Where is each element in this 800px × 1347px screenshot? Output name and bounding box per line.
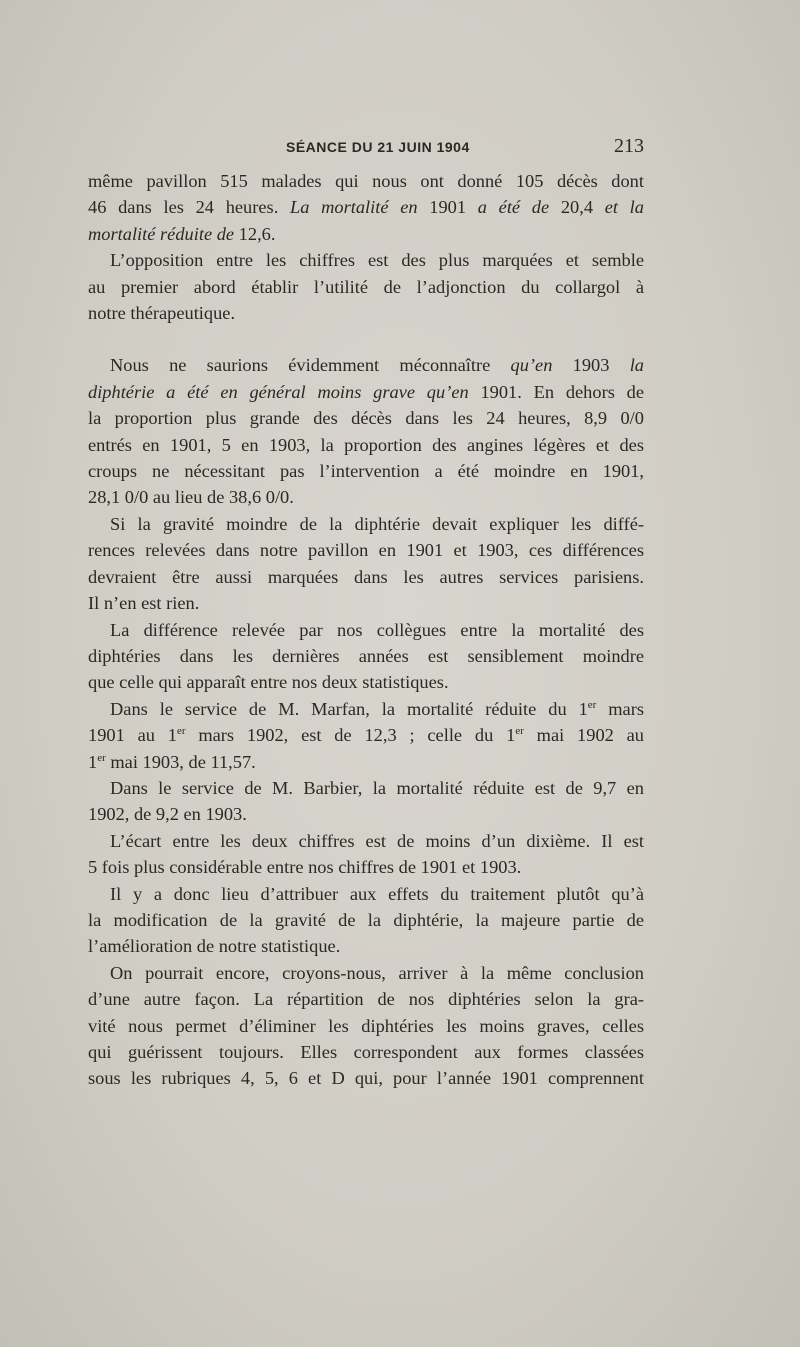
text-run: 1 xyxy=(88,751,98,772)
text-run: La différence relevée par nos collègues entre la mortalité des xyxy=(110,619,644,640)
text-run: d’une autre façon. La répartition de nos diphtéries selon la gra- xyxy=(88,989,644,1010)
superscript: er xyxy=(515,725,524,737)
text-run: que celle qui apparaît entre nos deux statistiques. xyxy=(88,672,449,693)
text-run: 12,6. xyxy=(234,223,276,244)
text-line xyxy=(88,986,644,1012)
italic-text: et la xyxy=(604,197,644,218)
text-line xyxy=(88,221,644,247)
text-line xyxy=(88,775,644,801)
text-run: Dans le service de M. Barbier, la mortalité réduite est de 9,7 en xyxy=(110,777,644,798)
text-run: 1901 au 1 xyxy=(88,725,177,746)
text-run: Dans le service de M. Marfan, la mortalité réduite du 1 xyxy=(110,698,588,719)
text-run: Il n’en est rien. xyxy=(88,593,200,614)
text-line xyxy=(88,617,644,643)
text-line xyxy=(88,801,644,827)
text-run: vité nous permet d’éliminer les diphtéries les moins graves, celles xyxy=(88,1015,644,1036)
text-run: L’opposition entre les chiffres est des plus marquées et semble xyxy=(110,250,644,271)
text-line xyxy=(88,696,644,722)
running-title: SÉANCE DU 21 JUIN 1904 xyxy=(286,139,470,155)
superscript: er xyxy=(176,725,186,737)
text-line xyxy=(88,511,644,537)
italic-text: diphtérie a été en général moins grave qu’en xyxy=(88,381,469,402)
italic-text: La mortalité en xyxy=(289,197,418,218)
text-run: notre thérapeutique. xyxy=(88,303,236,324)
text-line xyxy=(88,828,644,854)
text-line xyxy=(88,168,644,194)
text-line xyxy=(88,274,644,300)
paragraph-gap xyxy=(88,326,644,352)
text-run: l’amélioration de notre statistique. xyxy=(88,936,341,957)
text-run: Il y a donc lieu d’attribuer aux effets du traitement plutôt qu’à xyxy=(110,883,644,904)
text-line xyxy=(88,379,644,405)
text-run: On pourrait encore, croyons-nous, arriver à la même conclusion xyxy=(110,962,644,983)
text-line xyxy=(88,1039,644,1065)
text-line xyxy=(88,749,644,775)
italic-text: la xyxy=(629,355,644,376)
text-line xyxy=(88,352,644,378)
text-run: 5 fois plus considérable entre nos chiffres de 1901 et 1903. xyxy=(88,857,522,878)
text-line xyxy=(88,300,644,326)
text-line xyxy=(88,590,644,616)
text-run: 46 dans les 24 heures. xyxy=(88,197,290,218)
text-run: 1902, de 9,2 en 1903. xyxy=(88,804,247,825)
text-run: mars 1902, est de 12,3 ; celle du 1 xyxy=(185,725,516,746)
text-line xyxy=(88,405,644,431)
text-run: Nous ne saurions évidemment méconnaître xyxy=(110,355,511,376)
text-run: mai 1902 au xyxy=(523,725,645,746)
italic-text: qu’en xyxy=(510,355,553,376)
text-run: au premier abord établir l’utilité de l’adjonction du collargol à xyxy=(88,276,644,297)
text-line xyxy=(88,537,644,563)
text-line xyxy=(88,1013,644,1039)
text-run: croups ne nécessitant pas l’intervention a été moindre en 1901, xyxy=(88,461,644,482)
text-run: la proportion plus grande des décès dans les 24 heures, 8,9 0/0 xyxy=(88,408,644,429)
text-run: la modification de la gravité de la diphtérie, la majeure partie de xyxy=(88,909,644,930)
text-run: 20,4 xyxy=(549,197,605,218)
text-run: entrés en 1901, 5 en 1903, la proportion des angines légères et des xyxy=(88,434,644,455)
text-run: 1901 xyxy=(417,197,478,218)
italic-text: mortalité réduite de xyxy=(88,223,235,244)
text-line xyxy=(88,484,644,510)
page-header xyxy=(88,135,644,161)
italic-text: a été de xyxy=(477,197,550,218)
text-run: devraient être aussi marquées dans les autres services parisiens. xyxy=(88,566,644,587)
text-line xyxy=(88,1065,644,1091)
text-line xyxy=(88,881,644,907)
text-run: qui guérissent toujours. Elles correspondent aux formes classées xyxy=(88,1042,644,1062)
text-line xyxy=(88,458,644,484)
text-line xyxy=(88,854,644,880)
superscript: er xyxy=(97,751,106,764)
text-run: Si la gravité moindre de la diphtérie devait expliquer les diffé- xyxy=(110,513,644,534)
text-line xyxy=(88,933,644,959)
text-line xyxy=(88,194,644,220)
text-run: 1901. En dehors de xyxy=(468,381,644,402)
text-run: 1903 xyxy=(552,355,630,376)
page-number: 213 xyxy=(614,135,644,157)
text-line xyxy=(88,907,644,933)
body-text xyxy=(88,168,644,1092)
text-line xyxy=(88,564,644,590)
text-run: même pavillon 515 malades qui nous ont donné 105 décès dont xyxy=(88,171,644,191)
text-line xyxy=(88,247,644,273)
text-run: L’écart entre les deux chiffres est de moins d’un dixième. Il est xyxy=(110,830,644,851)
text-run: diphtéries dans les dernières années est sensiblement moindre xyxy=(88,645,644,666)
text-line xyxy=(88,722,644,748)
text-run: rences relevées dans notre pavillon en 1901 et 1903, ces différences xyxy=(88,540,644,561)
superscript: er xyxy=(587,698,597,711)
text-run: mars xyxy=(596,698,644,719)
text-run: mai 1903, de 11,57. xyxy=(105,751,256,772)
text-line xyxy=(88,669,644,695)
text-run: sous les rubriques 4, 5, 6 et D qui, pour l’année 1901 comprennent xyxy=(88,1068,644,1089)
text-line xyxy=(88,432,644,458)
text-line xyxy=(88,960,644,986)
text-line xyxy=(88,643,644,669)
text-run: 28,1 0/0 au lieu de 38,6 0/0. xyxy=(88,487,294,508)
